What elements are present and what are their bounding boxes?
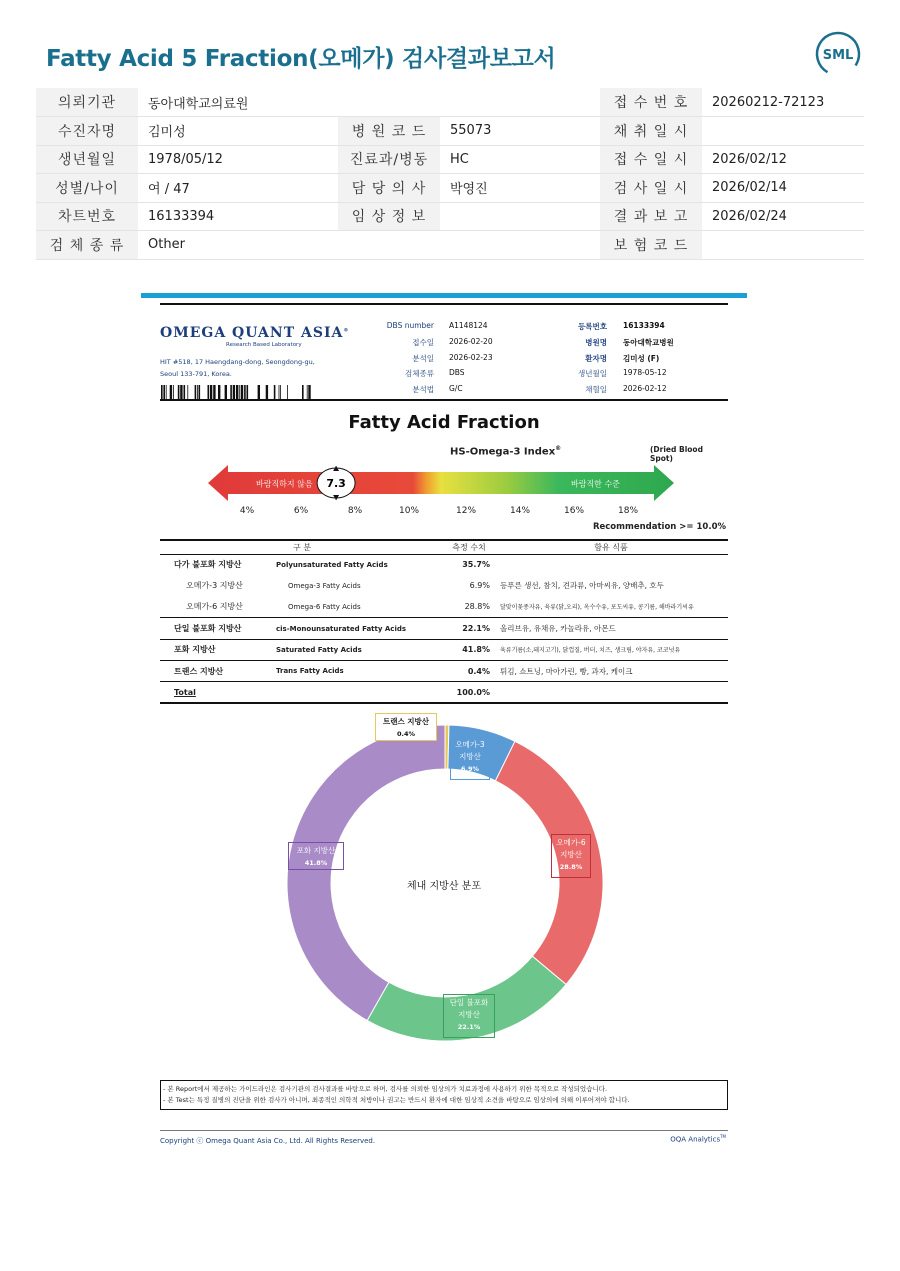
field-label bbox=[338, 88, 440, 117]
analytics-brand: OQA Analytics™ bbox=[670, 1134, 726, 1144]
field-label: 접 수 번 호 bbox=[600, 88, 702, 117]
col-foods: 함유 식품 bbox=[494, 540, 728, 554]
fraction-foods: 튀김, 쇼트닝, 마아가린, 빵, 과자, 케이크 bbox=[494, 660, 728, 681]
fraction-title: Fatty Acid Fraction bbox=[348, 412, 540, 433]
field-value: 2026/02/24 bbox=[702, 202, 864, 231]
fraction-value: 28.8% bbox=[464, 602, 490, 612]
field-label: 채 취 일 시 bbox=[600, 117, 702, 146]
field-label: 검 체 종 류 bbox=[36, 231, 138, 260]
donut-callout bbox=[288, 842, 344, 870]
gauge-tick: 16% bbox=[563, 506, 585, 516]
field-label: 보 험 코 드 bbox=[600, 231, 702, 260]
field-value: 여 / 47 bbox=[138, 174, 338, 203]
report-header bbox=[160, 303, 728, 401]
fraction-row bbox=[160, 618, 728, 639]
field-value: Other bbox=[138, 231, 338, 260]
field-value bbox=[440, 231, 600, 260]
gauge-tick: 18% bbox=[617, 506, 639, 516]
gauge-value: 7.3 bbox=[326, 477, 346, 490]
fraction-value: 22.1% bbox=[444, 618, 494, 639]
patient-row bbox=[36, 174, 864, 203]
donut-callout bbox=[551, 834, 591, 878]
field-label: 임 상 정 보 bbox=[338, 202, 440, 231]
svg-text:SML: SML bbox=[822, 48, 854, 63]
fraction-name-en: Trans Fatty Acids bbox=[272, 660, 444, 681]
donut-callout bbox=[450, 736, 490, 780]
callout-label-2: 지방산 bbox=[458, 1010, 480, 1019]
fraction-name-ko: 단일 불포화 지방산 bbox=[160, 618, 272, 639]
patient-row bbox=[36, 231, 864, 260]
fraction-table bbox=[160, 539, 728, 704]
callout-label-2: 지방산 bbox=[459, 752, 481, 761]
page-title: Fatty Acid 5 Fraction(오메가) 검사결과보고서 bbox=[46, 46, 556, 72]
field-label: 수진자명 bbox=[36, 117, 138, 146]
donut-slice bbox=[287, 725, 445, 1020]
sample-type: (Dried Blood Spot) bbox=[650, 445, 703, 463]
fraction-name-ko: 포화 지방산 bbox=[160, 639, 272, 660]
patient-row bbox=[36, 88, 864, 117]
field-label: 차트번호 bbox=[36, 202, 138, 231]
fraction-foods: 등푸른 생선, 참치, 견과류, 아마씨유, 양배추, 호두 bbox=[500, 581, 664, 591]
meta-value: DBS bbox=[449, 368, 465, 378]
callout-label: 포화 지방산 bbox=[296, 846, 336, 855]
callout-label-2: 지방산 bbox=[560, 850, 582, 859]
donut-center-label: 체내 지방산 분포 bbox=[407, 881, 481, 892]
col-value: 측정 수치 bbox=[444, 540, 494, 554]
meta-value: A1148124 bbox=[449, 321, 488, 330]
donut-callout bbox=[375, 713, 437, 741]
gauge-marker bbox=[317, 466, 355, 500]
patient-row bbox=[36, 202, 864, 231]
field-label: 병 원 코 드 bbox=[338, 117, 440, 146]
fraction-foods: 올리브유, 유채유, 카놀라유, 아몬드 bbox=[494, 618, 728, 639]
fraction-value: 41.8% bbox=[444, 639, 494, 660]
field-value: 2026/02/12 bbox=[702, 145, 864, 174]
total-row bbox=[160, 682, 728, 703]
callout-percent: 22.1% bbox=[457, 1023, 481, 1031]
meta-value: 2026-02-12 bbox=[623, 384, 667, 394]
gauge-tick: 12% bbox=[455, 506, 477, 516]
meta-key: 채혈일 bbox=[585, 385, 607, 395]
field-value: 1978/05/12 bbox=[138, 145, 338, 174]
fraction-name-en: Omega-6 Fatty Acids bbox=[288, 602, 361, 611]
fraction-row bbox=[160, 554, 728, 575]
fraction-name-en: Saturated Fatty Acids bbox=[272, 639, 444, 660]
field-label: 담 당 의 사 bbox=[338, 174, 440, 203]
sml-logo bbox=[814, 30, 862, 78]
callout-label: 단일 불포화 bbox=[449, 998, 489, 1007]
field-label: 의뢰기관 bbox=[36, 88, 138, 117]
fraction-foods: 육류기름(소,돼지고기), 닭껍질, 버터, 치즈, 생크림, 야자유, 코코넛유 bbox=[494, 639, 728, 660]
field-label bbox=[338, 231, 440, 260]
field-value: 박영진 bbox=[440, 174, 600, 203]
fraction-name-en: Polyunsaturated Fatty Acids bbox=[276, 560, 388, 569]
barcode bbox=[161, 385, 316, 400]
field-label: 성별/나이 bbox=[36, 174, 138, 203]
gauge-left-label: 바람직하지 않음 bbox=[256, 479, 313, 489]
callout-label: 오메가-6 bbox=[556, 838, 586, 847]
field-value bbox=[440, 88, 600, 117]
gauge-tick: 8% bbox=[347, 506, 363, 516]
patient-row bbox=[36, 117, 864, 146]
col-category: 구 분 bbox=[160, 540, 444, 554]
fraction-name-ko: 오메가-3 지방산 bbox=[186, 581, 243, 591]
field-value: 2026/02/14 bbox=[702, 174, 864, 203]
fraction-name-ko: 트랜스 지방산 bbox=[160, 660, 272, 681]
meta-value: G/C bbox=[449, 384, 463, 394]
meta-value: 2026-02-20 bbox=[449, 336, 493, 346]
omega3-index-gauge bbox=[208, 462, 674, 504]
fraction-row bbox=[160, 597, 728, 618]
meta-key: 접수일 bbox=[412, 337, 434, 347]
fraction-value: 35.7% bbox=[462, 560, 490, 570]
fraction-foods bbox=[494, 554, 728, 575]
gauge-tick: 10% bbox=[398, 506, 420, 516]
meta-value: 1978-05-12 bbox=[623, 368, 667, 378]
field-value: 20260212-72123 bbox=[702, 88, 864, 117]
gauge-right-label: 바람직한 수준 bbox=[571, 479, 620, 489]
callout-percent: 28.8% bbox=[559, 863, 583, 871]
meta-key: 병원명 bbox=[585, 337, 607, 347]
field-label: 생년월일 bbox=[36, 145, 138, 174]
fraction-value: 0.4% bbox=[444, 660, 494, 681]
lab-subtitle: Research Based Laboratory bbox=[226, 342, 302, 348]
gauge-tick: 4% bbox=[239, 506, 255, 516]
meta-value: 김미성 (F) bbox=[623, 353, 660, 363]
meta-key: 환자명 bbox=[585, 353, 607, 363]
meta-key: 분석법 bbox=[412, 385, 434, 395]
meta-key: 분석일 bbox=[412, 353, 434, 363]
index-label: HS-Omega-3 Index® bbox=[450, 445, 562, 458]
fraction-row bbox=[160, 660, 728, 681]
copyright: Copyright ⓒ Omega Quant Asia Co., Ltd. All Rights Reserved. bbox=[160, 1137, 376, 1145]
field-value bbox=[440, 202, 600, 231]
meta-value: 동아대학교병원 bbox=[623, 337, 674, 347]
fraction-name-ko: 오메가-6 지방산 bbox=[186, 602, 243, 612]
field-value: 55073 bbox=[440, 117, 600, 146]
field-value: 동아대학교의료원 bbox=[138, 88, 338, 117]
meta-key: DBS number bbox=[386, 321, 434, 330]
callout-percent: 6.9% bbox=[460, 765, 480, 773]
fraction-foods: 달맞이꽃종자유, 육류(닭,오리), 옥수수유, 포도씨유, 콩기름, 해바라기씨유 bbox=[500, 604, 694, 612]
field-value: HC bbox=[440, 145, 600, 174]
gauge-tick: 14% bbox=[509, 506, 531, 516]
field-label: 검 사 일 시 bbox=[600, 174, 702, 203]
recommendation: Recommendation >= 10.0% bbox=[592, 522, 726, 532]
lab-address: HIT #518, 17 Haengdang-dong, Seongdong-gu, Seoul 133-791, Korea. bbox=[160, 358, 315, 378]
meta-key: 검체종류 bbox=[405, 369, 434, 379]
field-label: 접 수 일 시 bbox=[600, 145, 702, 174]
fraction-name-en: Omega-3 Fatty Acids bbox=[288, 581, 361, 590]
patient-row bbox=[36, 145, 864, 174]
fraction-row bbox=[160, 639, 728, 660]
callout-percent: 41.8% bbox=[304, 859, 328, 867]
meta-value: 16133394 bbox=[623, 321, 665, 330]
fraction-name-ko: 다가 불포화 지방산 bbox=[174, 560, 242, 570]
total-value: 100.0% bbox=[444, 682, 494, 703]
field-label: 진료과/병동 bbox=[338, 145, 440, 174]
field-value: 16133394 bbox=[138, 202, 338, 231]
callout-percent: 0.4% bbox=[396, 730, 416, 738]
disclaimer: - 본 Report에서 제공하는 가이드라인은 검사기관의 검사결과를 바탕으로 하며, 검사를 의뢰한 임상의가 치료과정에 사용하기 위한 목적으로 작성되었습니다. - 본 Test는 특정 질병의 진단을 위한 검사가 아니며, 최종적인 의학적 처방이나 권고는 반드시 환자에 대한 임상적 소견을 바탕으로 임상의에 의해 이루어져야 합니다. bbox=[160, 1080, 728, 1110]
field-value bbox=[702, 231, 864, 260]
callout-label: 트랜스 지방산 bbox=[382, 717, 430, 726]
meta-value: 2026-02-23 bbox=[449, 352, 493, 362]
patient-info-table bbox=[36, 88, 864, 260]
field-value bbox=[702, 117, 864, 146]
gauge-tick: 6% bbox=[293, 506, 309, 516]
fraction-value: 6.9% bbox=[469, 581, 490, 591]
callout-label: 오메가-3 bbox=[455, 740, 485, 749]
lab-name: OMEGA QUANT ASIA® bbox=[160, 325, 350, 341]
field-label: 결 과 보 고 bbox=[600, 202, 702, 231]
meta-key: 등록번호 bbox=[578, 322, 607, 331]
accent-bar bbox=[141, 293, 747, 298]
donut-callout bbox=[443, 994, 495, 1038]
field-value: 김미성 bbox=[138, 117, 338, 146]
report-footer bbox=[160, 1130, 728, 1146]
total-label: Total bbox=[160, 682, 444, 703]
meta-key: 생년월일 bbox=[578, 369, 607, 379]
fraction-row bbox=[160, 575, 728, 596]
fraction-name-en: cis-Monounsaturated Fatty Acids bbox=[272, 618, 444, 639]
